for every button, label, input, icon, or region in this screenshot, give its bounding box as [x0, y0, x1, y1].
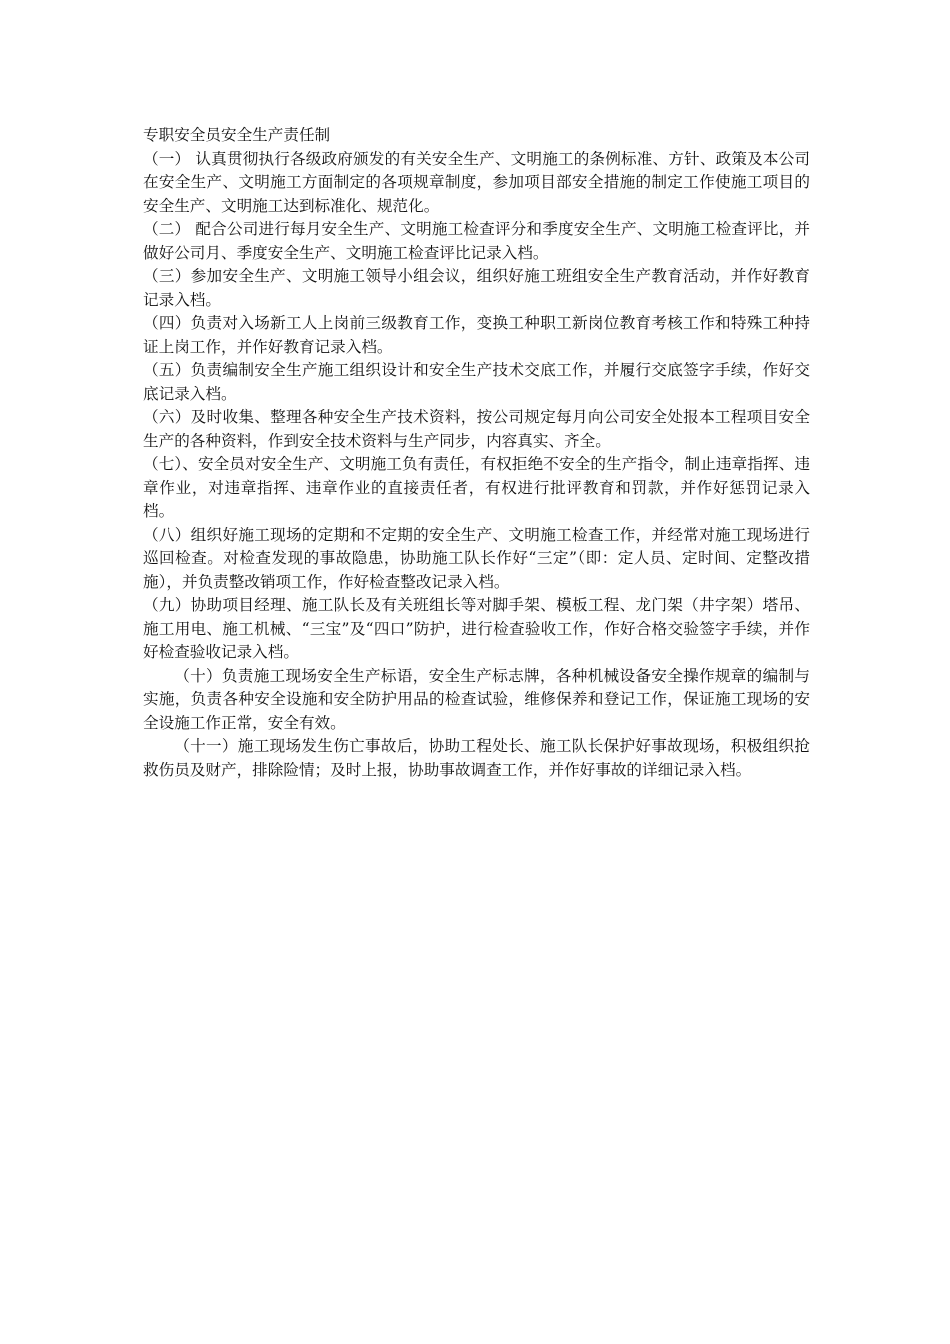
paragraph-9: （九）协助项目经理、施工队长及有关班组长等对脚手架、模板工程、龙门架（井字架）塔吊、施工用电、施工机械、“三宝”及“四口”防护，进行检查验收工作，作好合格交验签字手续，并作好检查验收记录入档。: [143, 596, 810, 661]
document-title: 专职安全员安全生产责任制: [143, 126, 331, 144]
paragraph-3: （三）参加安全生产、文明施工领导小组会议，组织好施工班组安全生产教育活动，并作好教育记录入档。: [143, 267, 810, 309]
paragraph-10: （十）负责施工现场安全生产标语，安全生产标志牌，各种机械设备安全操作规章的编制与实施，负责各种安全设施和安全防护用品的检查试验，维修保养和登记工作，保证施工现场的安全设施工作正常，安全有效。: [143, 666, 810, 732]
paragraph-2: （二） 配合公司进行每月安全生产、文明施工检查评分和季度安全生产、文明施工检查评比，并做好公司月、季度安全生产、文明施工检查评比记录入档。: [143, 220, 810, 262]
paragraph-4: （四）负责对入场新工人上岗前三级教育工作，变换工种职工新岗位教育考核工作和特殊工种持证上岗工作，并作好教育记录入档。: [143, 314, 810, 356]
paragraph-6: （六）及时收集、整理各种安全生产技术资料，按公司规定每月向公司安全处报本工程项目安全生产的各种资料，作到安全技术资料与生产同步，内容真实、齐全。: [143, 408, 810, 450]
paragraph-8: （八）组织好施工现场的定期和不定期的安全生产、文明施工检查工作，并经常对施工现场进行巡回检查。对检查发现的事故隐患，协助施工队长作好“三定”（即：定人员、定时间、定整改措施），并负责整改销项工作，作好检查整改记录入档。: [143, 525, 810, 591]
paragraph-7: （七）、安全员对安全生产、文明施工负有责任，有权拒绝不安全的生产指令，制止违章指挥、违章作业，对违章指挥、违章作业的直接责任者，有权进行批评教育和罚款，并作好惩罚记录入档。: [143, 455, 810, 520]
document-page: [143, 124, 810, 782]
paragraph-11: （十一）施工现场发生伤亡事故后，协助工程处长、施工队长保护好事故现场，积极组织抢救伤员及财产，排除险情；及时上报，协助事故调查工作，并作好事故的详细记录入档。: [143, 737, 810, 779]
paragraph-5: （五）负责编制安全生产施工组织设计和安全生产技术交底工作，并履行交底签字手续，作好交底记录入档。: [143, 361, 810, 403]
paragraph-1: （一） 认真贯彻执行各级政府颁发的有关安全生产、文明施工的条例标准、方针、政策及本公司在安全生产、文明施工方面制定的各项规章制度，参加项目部安全措施的制定工作使施工项目的安全生产、文明施工达到标准化、规范化。: [143, 149, 810, 215]
